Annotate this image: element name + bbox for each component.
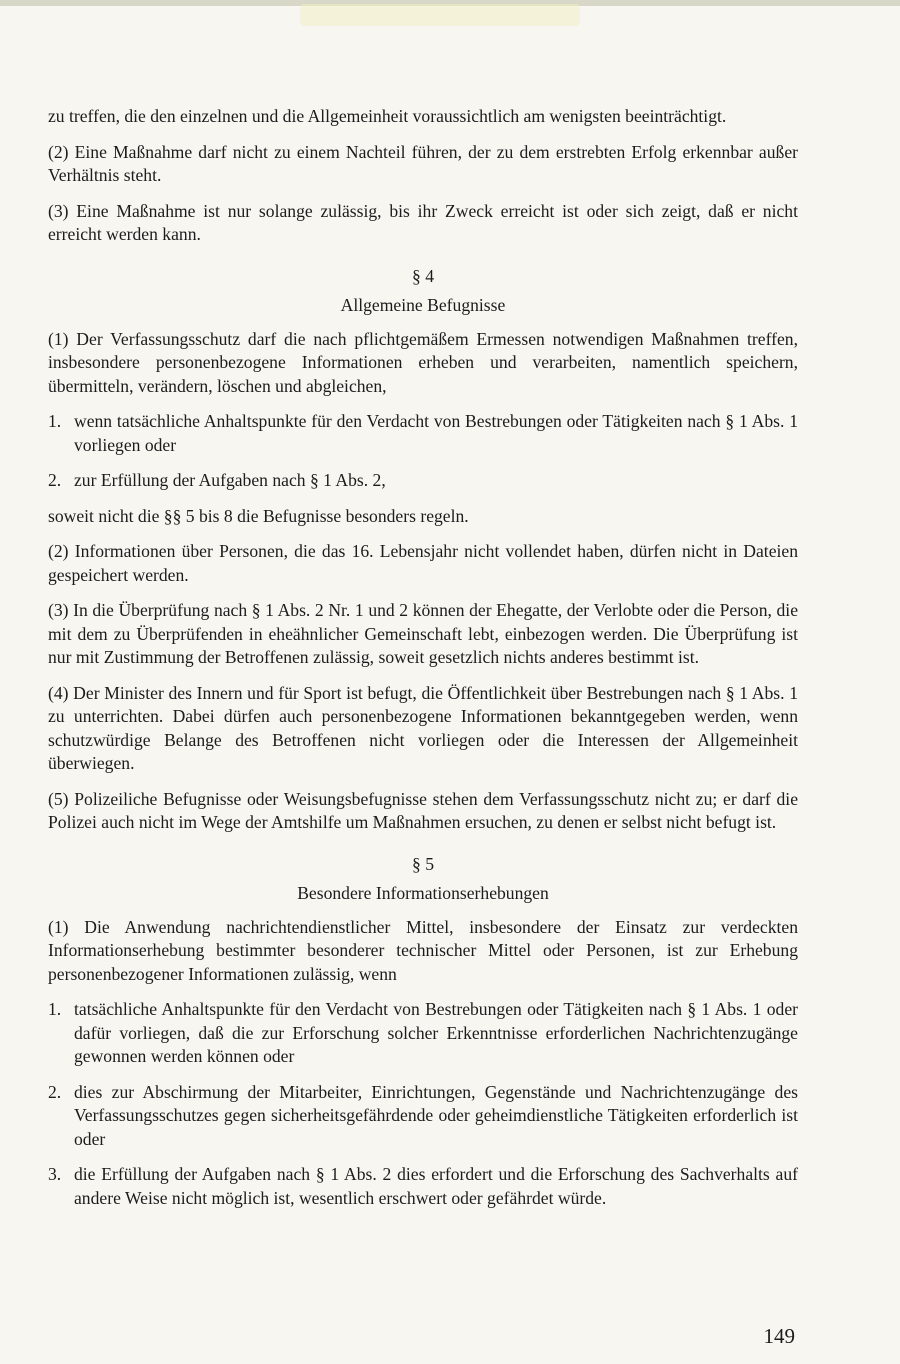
paragraph: (3) Eine Maßnahme ist nur solange zulässig, bis ihr Zweck erreicht ist oder sich zeigt, daß er nicht erreicht werden kann. [48, 200, 798, 244]
list-item [48, 1163, 798, 1210]
section-sign: § 5 [412, 853, 434, 874]
list-text: tatsächliche Anhaltspunkte für den Verdacht von Bestrebungen oder Tätigkeiten nach § 1 Abs. 1 oder dafür vorliegen, daß die zur Erforschung solcher Erkenntnisse erforderlichen Nachrichtenzugänge gewonnen werden können oder [74, 999, 798, 1066]
list-number: 1. [48, 999, 62, 1019]
list-number: 2. [48, 1081, 62, 1102]
paragraph: (4) Der Minister des Innern und für Sport ist befugt, die Öffentlichkeit über Bestrebungen nach § 1 Abs. 1 zu unterrichten. Dabei dürfen auch personenbezogene Informationen bekanntgegeben werden, wenn schutzwürdige Belange des Betroffenen nicht vorliegen oder die Interessen der Allgemeinheit überwiegen. [48, 682, 798, 773]
list-text: zur Erfüllung der Aufgaben nach § 1 Abs. 2, [74, 470, 386, 490]
paragraph: zu treffen, die den einzelnen und die Allgemeinheit voraussichtlich am wenigsten beeinträchtigt. [48, 106, 727, 126]
list-item [48, 410, 798, 457]
scan-smudge [300, 4, 580, 26]
paragraph: (2) Eine Maßnahme darf nicht zu einem Nachteil führen, der zu dem erstrebten Erfolg erkennbar außer Verhältnis steht. [48, 141, 798, 185]
paragraph: soweit nicht die §§ 5 bis 8 die Befugnisse besonders regeln. [48, 505, 469, 526]
list-item [48, 998, 798, 1069]
document-page [48, 105, 798, 1222]
list-text: dies zur Abschirmung der Mitarbeiter, Einrichtungen, Gegenstände und Nachrichtenzugänge des Verfassungsschutzes gegen sicherheitsgefährdende oder geheimdienstliche Tätigkeiten erforderlich ist oder [74, 1081, 798, 1149]
numbered-list [48, 410, 798, 493]
paragraph: (2) Informationen über Personen, die das 16. Lebensjahr nicht vollendet haben, dürfen nicht in Dateien gespeichert werden. [48, 541, 798, 585]
paragraph: (5) Polizeiliche Befugnisse oder Weisungsbefugnisse stehen dem Verfassungsschutz nicht zu; er darf die Polizei auch nicht im Wege der Amtshilfe um Maßnahmen ersuchen, zu denen er selbst nicht befugt ist. [48, 788, 798, 832]
list-number: 2. [48, 470, 62, 490]
list-text: die Erfüllung der Aufgaben nach § 1 Abs. 2 dies erfordert und die Erforschung des Sachverhalts auf andere Weise nicht möglich ist, wesentlich erschwert oder gefährdet würde. [74, 1164, 798, 1208]
list-item [48, 1081, 798, 1152]
list-item [48, 469, 798, 493]
page-number: 149 [763, 1324, 795, 1348]
list-number: 1. [48, 411, 62, 431]
section-title: Besondere Informationserhebungen [297, 883, 549, 903]
section-title: Allgemeine Befugnisse [340, 295, 506, 315]
paragraph: (1) Die Anwendung nachrichtendienstlicher Mittel, insbesondere der Einsatz zur verdeckten Informationserhebung bestimmter besonderer technischer Mittel oder Personen, ist zur Erhebung personenbezogener Informationen zulässig, wenn [48, 916, 798, 984]
list-number: 3. [48, 1164, 62, 1184]
list-text: wenn tatsächliche Anhaltspunkte für den Verdacht von Bestrebungen oder Tätigkeiten nach § 1 Abs. 1 vorliegen oder [74, 411, 798, 455]
paragraph: (3) In die Überprüfung nach § 1 Abs. 2 Nr. 1 und 2 können der Ehegatte, der Verlobte oder die Person, die mit dem zu Überprüfenden in eheähnlicher Gemeinschaft lebt, einbezogen werden. Die Überprüfung ist nur mit Zustimmung der Betroffenen zulässig, soweit gesetzlich nichts anderes bestimmt ist. [48, 600, 798, 667]
section-sign: § 4 [412, 265, 434, 286]
paragraph: (1) Der Verfassungsschutz darf die nach pflichtgemäßem Ermessen notwendigen Maßnahmen treffen, insbesondere personenbezogene Informationen erheben und verarbeiten, namentlich speichern, übermitteln, verändern, löschen und abgleichen, [48, 328, 798, 396]
numbered-list [48, 998, 798, 1210]
